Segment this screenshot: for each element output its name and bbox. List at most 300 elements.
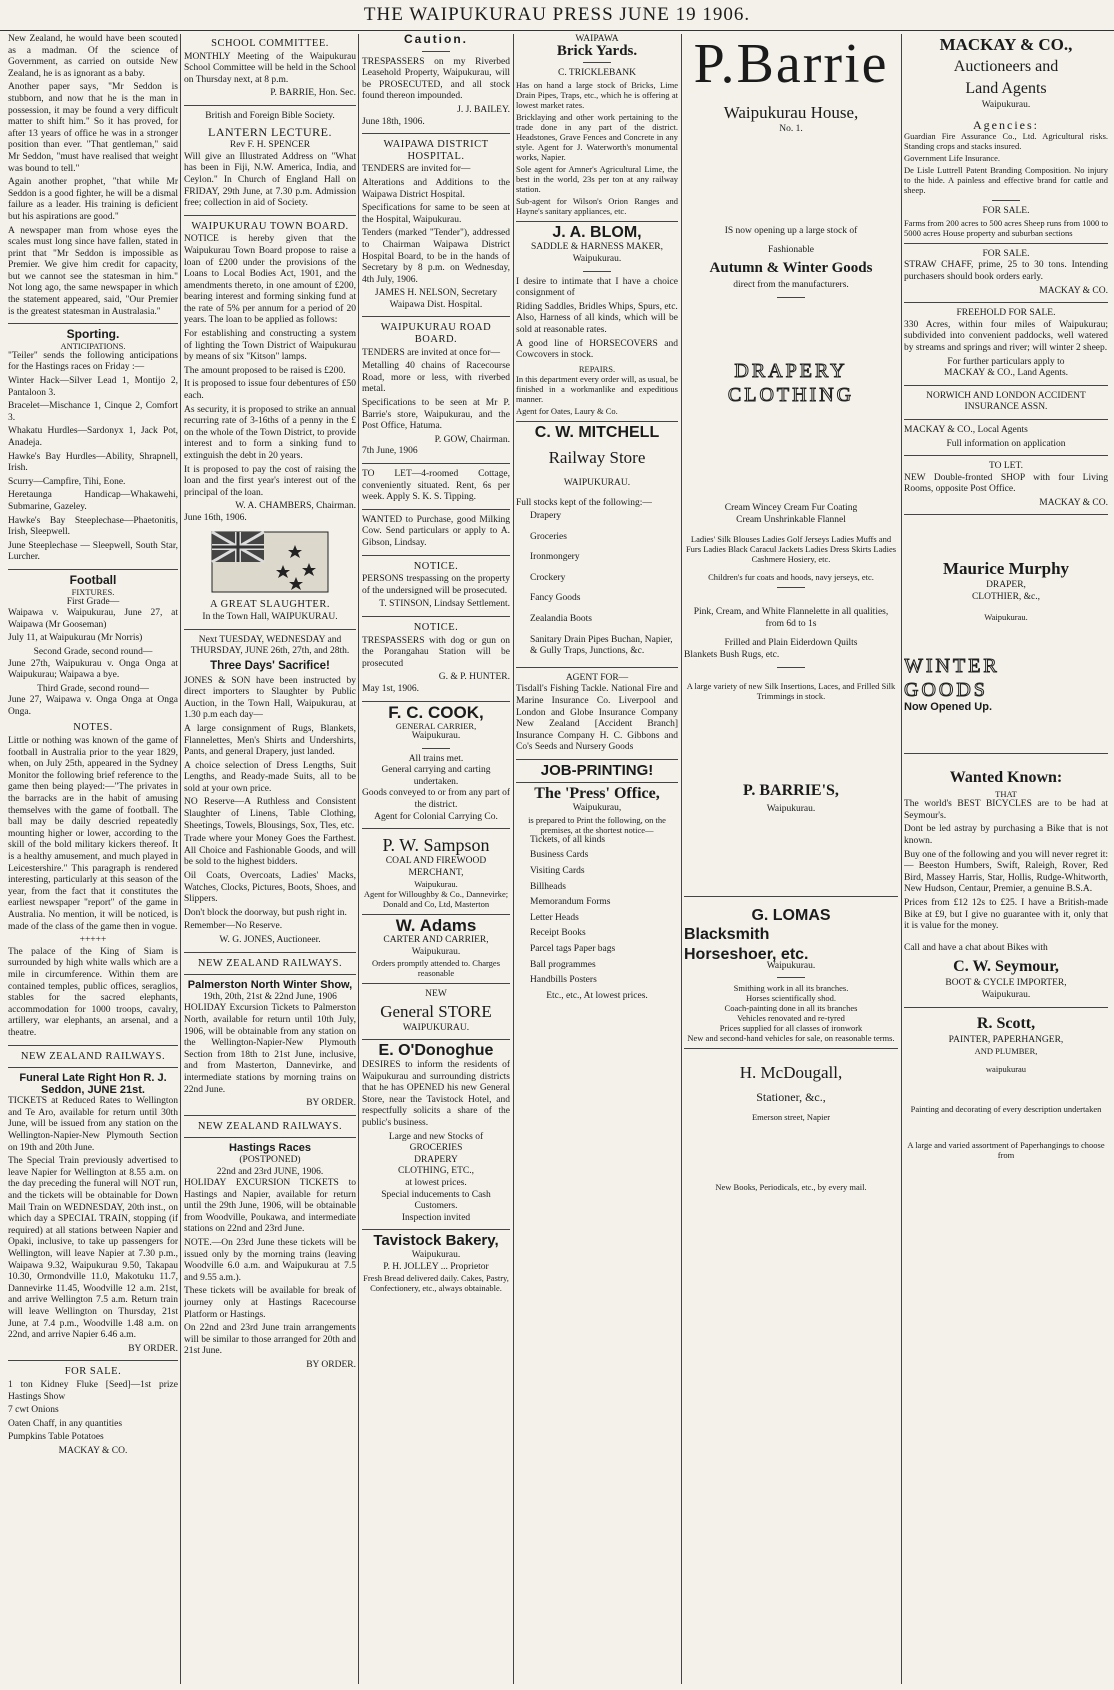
divider (992, 200, 1020, 201)
column-4 (516, 34, 678, 1684)
cook-name: F. C. COOK, (388, 702, 484, 722)
board-signature: W. A. CHAMBERS, Chairman. (235, 501, 356, 512)
siam-para: The palace of the King of Siam is surrounded by high white walls which are a mile in circumference. Within them are contained temples, public offices, seraglios, stables for the sacred elephants, accommodation for 1000 troops, cavalry, artillery, war elephants, an arsenal, and a theatre. (8, 946, 178, 1038)
agent-text: Tisdall's Fishing Tackle. National Fire and Marine Insurance Co. Liverpool and London and Globe Insurance Company New Zealand [Accident Branch] Insurance Company H. C. Gibbons and Co's Seeds and Nursery Goods (516, 684, 678, 753)
further-text: For further particulars apply to (947, 356, 1065, 367)
tenders-text: Specifications for same to be seen at the Hospital, Waipukurau. (362, 203, 510, 225)
adams-name: W. Adams (395, 916, 477, 936)
cook-line: All trains met. (408, 753, 464, 764)
sale-signature: MACKAY & CO. (58, 1445, 128, 1456)
divider (777, 667, 805, 668)
govt-text: Government Life Insurance. (904, 153, 1001, 164)
blom-text: I desire to intimate that I have a choice consignment of (516, 276, 678, 299)
mackay-place: Waipukurau. (981, 100, 1031, 110)
divider (904, 419, 1108, 420)
plumber-label: AND PLUMBER, (974, 1046, 1038, 1057)
sacrifice-heading: Three Days' Sacrifice! (210, 659, 330, 672)
divider (362, 316, 510, 317)
fixtures-heading: FIXTURES. (71, 586, 115, 597)
bicycles-text: The world's BEST BICYCLES are to be had at Seymour's. (904, 799, 1108, 821)
divider (904, 514, 1108, 515)
lomas-place: Waipukurau. (766, 960, 816, 971)
railway-store-heading: Railway Store (548, 448, 646, 468)
fashionable-text: Fashionable (768, 245, 814, 256)
new-label: NEW (425, 989, 447, 1000)
union-flag-icon (211, 531, 329, 593)
adams-trade: CARTER AND CARRIER, (383, 935, 489, 946)
jones-text: Don't block the doorway, but push right in. (184, 907, 347, 918)
stock-list (516, 511, 678, 658)
notice-signature: G. & P. HUNTER. (438, 672, 510, 683)
blankets-text: Blankets Bush Rugs, etc. (684, 649, 780, 660)
funeral-heading (8, 1073, 178, 1096)
press-office-heading: The 'Press' Office, (534, 784, 660, 802)
hospital-heading: WAIPAWA DISTRICT HOSPITAL. (383, 139, 489, 162)
trickle-text: Sub-agent for Wilson's Orion Ranges and Hayne's sanitary appliances, etc. (516, 195, 678, 216)
jones-text: NO Reserve—A Ruthless and Consistent Slaughter of Linens, Table Clothing, Sheetings, Towels, Blousings, Sox, Tles, etc. (184, 797, 356, 831)
divider (362, 1039, 510, 1040)
jones-text: Remember—No Reserve. (184, 921, 283, 932)
divider (904, 385, 1108, 386)
divider (8, 323, 178, 324)
divider (184, 215, 356, 216)
norwich-text: MACKAY & CO., Local Agents (904, 424, 1028, 435)
road-text: Metalling 40 chains of Racecourse Road, more or less, with riverbed metal. (362, 361, 510, 395)
barries-heading: P. BARRIE'S, (743, 781, 839, 799)
notice-text: TRESPASSERS with dog or gun on the Porangahau Station will be prosecuted (362, 635, 510, 669)
divider (184, 974, 356, 975)
board-text: The amount proposed to be raised is £200. (184, 365, 346, 376)
fixture: June 27th, Waipukurau v. Onga Onga at Waipukurau; Waipawa a bye. (8, 658, 178, 681)
column-3 (362, 34, 510, 1684)
divider (516, 221, 678, 222)
to-let-text: TO LET—4-roomed Cottage, conveniently situated. Rent, 6s per week. Apply S. K. S. Tipping. (362, 469, 510, 503)
cook-line: General carrying and carting undertaken. (381, 765, 491, 787)
column-rule (180, 34, 181, 1684)
divider (8, 1045, 178, 1046)
agencies-heading: Agencies: (973, 117, 1039, 132)
list-item: Letter Heads (530, 912, 579, 923)
stock-item: DRAPERY (414, 1154, 458, 1165)
list-item: Business Cards (530, 850, 589, 861)
sporting-heading: Sporting. (66, 327, 120, 342)
clothier-label: CLOTHIER, &c., (971, 592, 1041, 603)
clothing-heading: CLOTHING (727, 383, 855, 406)
jones-text: Trade where your Money Goes the Farthest. All Choice and Fashionable Goods, and will be sold to the highest bidders. (184, 834, 356, 868)
race-tip: Whakatu Hurdles—Sardonyx 1, Jack Pot, Anadeja. (8, 426, 178, 448)
lantern-text: Will give an Illustrated Address on "What has been in Fiji, N.W. America, India, and Ceylon." In Church of England Hall on FRIDAY, 29th June, at 7.30 p.m. Admission free; collection in aid of Society. (184, 151, 356, 209)
divider (362, 509, 510, 510)
sale-item: 7 cwt Onions (8, 1405, 59, 1416)
house-number: No. 1. (779, 124, 803, 134)
for-sale-heading: FOR SALE. (982, 206, 1030, 217)
hastings-heading: Hastings Races (229, 1142, 311, 1155)
divider (904, 455, 1108, 456)
blom-place: Waipukurau. (572, 253, 622, 264)
variety-text: A large variety of new Silk Insertions, Laces, and Frilled Silk Trimmings in stock. (686, 680, 896, 701)
sampson-trade: COAL AND FIREWOOD MERCHANT, (385, 856, 487, 878)
barrie-banner: P.Barrie (693, 34, 889, 95)
for-sale-heading: FOR SALE. (64, 1366, 122, 1378)
adams-place: Waipukurau. (411, 946, 461, 957)
adams-note: Orders promptly attended to. Charges reasonable (371, 958, 501, 979)
list-item: Memorandum Forms (530, 897, 611, 908)
list-item: Parcel tags Paper bags (530, 943, 616, 954)
murphy-name: Maurice Murphy (942, 559, 1070, 579)
column-1 (8, 34, 178, 1684)
divider (362, 914, 510, 915)
press-place: Waipukurau, (572, 803, 622, 814)
trickle-text: Sole agent for Amner's Agricultural Lime, the best in the world, 23s per ton at any railway station. (516, 163, 678, 194)
lomas-line: Horses scientifically shod. (746, 993, 836, 1004)
lomas-name: G. LOMAS (751, 906, 831, 924)
football-heading: Football (69, 572, 117, 587)
wanted-text: WANTED to Purchase, good Milking Cow. Send particulars or apply to A. Gibson, Lindsay. (362, 514, 510, 548)
anticipations-heading: ANTICIPATIONS. (60, 340, 126, 351)
road-text: TENDERS are invited at once for— (362, 347, 500, 358)
bakery-note: Fresh Bread delivered daily. Cakes, Pastry, Confectionery, etc., always obtainable. (363, 1273, 509, 1294)
drapery-heading: DRAPERY (734, 359, 848, 382)
blom-text: Agent for Oates, Laury & Co. (516, 405, 618, 416)
bakery-proprietor: P. H. JOLLEY ... Proprietor (383, 1261, 489, 1272)
lomas-line: Prices supplied for all classes of ironwork (719, 1023, 863, 1034)
cook-line: Agent for Colonial Carrying Co. (374, 811, 498, 822)
divider (777, 297, 805, 298)
list-item: Tickets, of all kinds (530, 834, 606, 845)
list-item: Receipt Books (530, 928, 586, 939)
seddon-para: Another paper says, "Mr Seddon is stubborn, and now that he is the man in possession, it may be found a very difficult matter to shift him." So it has proved, for after 13 years of office he was in a stronger position than ever. "That gentleman," said Mr Seddon, "must have realised that weight was bound to tell." (8, 82, 178, 174)
jones-signature: W. G. JONES, Auctioneer. (219, 935, 321, 945)
divider (516, 782, 678, 783)
railways-heading: NEW ZEALAND RAILWAYS. (197, 1120, 343, 1132)
divider (362, 1229, 510, 1230)
list-item: Visiting Cards (530, 865, 585, 876)
fixture: June 27, Waipawa v. Onga Onga at Onga Onga. (8, 695, 178, 717)
donoghue-name: E. O'Donoghue (378, 1042, 494, 1060)
divider (583, 271, 611, 272)
press-text: is prepared to Print the following, on the premises, at the shortest notice— (528, 814, 666, 835)
postponed-label: (POSTPONED) (239, 1154, 301, 1165)
by-order: BY ORDER. (306, 1360, 356, 1370)
seddon-para: New Zealand, he would have been scouted as a madman. Of the science of Government, as carried on outside New Zealand, he is as ignorant as a baby. (8, 34, 178, 79)
slaughter-when: Next TUESDAY, WEDNESDAY and THURSDAY, JUNE 26th, 27th, and 28th. (190, 634, 350, 657)
trespass-signature: J. J. BAILEY. (457, 104, 510, 115)
by-order: BY ORDER. (306, 1098, 356, 1109)
divider (904, 302, 1108, 303)
road-date: 7th June, 1906 (362, 446, 418, 457)
bakery-name: Tavistock Bakery, (373, 1232, 499, 1250)
agent-heading: AGENT FOR— (565, 672, 629, 683)
hastings-dates: 22nd and 23rd JUNE, 1906. (216, 1166, 324, 1177)
bakery-place: Waipukurau. (411, 1249, 461, 1260)
job-printing-heading: JOB-PRINTING! (540, 762, 654, 779)
divider (8, 569, 178, 570)
store-place: WAIPUKURAU. (402, 1022, 470, 1033)
board-heading: WAIPUKURAU TOWN BOARD. (191, 220, 349, 232)
blom-text: Riding Saddles, Bridles Whips, Spurs, etc. (516, 301, 678, 312)
that-label: THAT (995, 789, 1017, 800)
divider (362, 701, 510, 702)
divider (684, 1048, 898, 1049)
column-rule (901, 34, 902, 1684)
list-item: Handbills Posters (530, 975, 597, 986)
list-item: Groceries (530, 531, 567, 542)
bicycles-text: Buy one of the following and you will never regret it:— Beeston Humbers, Swift, Raleigh, Rover, Red Bird, Massey Harris, Star, Hollis, Rudge-Whitworth, New Hudson, Centaur, Premier, a genuine B.S.A. (904, 849, 1108, 895)
list-item: Ball programmes (530, 959, 596, 970)
repairs-heading: REPAIRS. (578, 363, 616, 374)
further-signature: MACKAY & CO., Land Agents. (943, 368, 1069, 379)
trickle-text: Bricklaying and other work pertaining to the trade done in any part of the district. Headstones, Grave Fences and Concrete in any style. Agent for J. Waterworth's monumental works, Napier. (516, 111, 678, 162)
divider (362, 133, 510, 134)
mitchell-place: WAIPUKURAU. (563, 477, 631, 488)
board-text: It is proposed to pay the cost of raising the loan and the first year's interest out of the principal of the loan. (184, 464, 356, 498)
divider (422, 51, 450, 52)
mackay-name: MACKAY & CO., (939, 35, 1073, 54)
importer-label: BOOT & CYCLE IMPORTER, (945, 978, 1067, 989)
shop-text: NEW Double-fronted SHOP with four Living Rooms, opposite Post Office. (904, 472, 1108, 495)
cook-line: Goods conveyed to or from any part of the district. (362, 788, 510, 811)
holiday-text: HOLIDAY EXCURSION TICKETS to Hastings and Napier, available for return until the 29th June, 1906, will be obtainable from Woodville, Poukawa, and intermediate stations on 22nd and 23rd June. (184, 1178, 356, 1235)
school-notice: MONTHLY Meeting of the Waipukurau School Committee will be held in the School on Thursday next, at 8 p.m. (184, 51, 356, 85)
lomas-line: Coach-painting done in all its branches (724, 1003, 858, 1014)
divider (684, 896, 898, 897)
trickle-text: Has on hand a large stock of Bricks, Lime Drain Pipes, Traps, etc., which he is offering at lowest market rates. (516, 79, 678, 110)
print-list (516, 835, 678, 987)
divider (777, 587, 805, 588)
inducement-text: Special inducements to Cash Customers. (381, 1189, 491, 1212)
divider (904, 753, 1108, 754)
stationer-label: Stationer, &c., (756, 1090, 826, 1105)
seddon-para: A newspaper man from whose eyes the scales must long since have fallen, stated in print that "Mr Seddon is impossible as Premier. We give him credit for capacity, but we cannot see the statesman in him." Not long ago, the same newspaper in which the statement appeared, said, "Our Premier is the greatest statesman in Australasia." (8, 225, 178, 317)
bicycles-text: Call and have a chat about Bikes with (904, 942, 1048, 953)
list-item: Billheads (530, 881, 566, 892)
column-5 (684, 34, 898, 1684)
list-item: Ironmongery (530, 552, 580, 563)
column-rule (513, 34, 514, 1684)
stock-item: GROCERIES (409, 1143, 463, 1154)
freehold-heading: FREEHOLD FOR SALE. (956, 308, 1056, 319)
lomas-line: New and second-hand vehicles for sale, on reasonable terms. (687, 1033, 895, 1044)
donoghue-text: DESIRES to inform the residents of Waipukurau and surrounding districts that he has OPENED his new General Store, near the Tavistock Hotel, and respectfully solicits a share of the public's business. (362, 1060, 510, 1128)
list-item: Drapery (530, 511, 562, 522)
divider (184, 105, 356, 106)
notice-date: May 1st, 1906. (362, 683, 419, 694)
opened-label: Now Opened Up. (904, 700, 992, 713)
seymour-name: C. W. Seymour, (953, 958, 1059, 976)
blom-text: Also, Harness of all kinds, which will be sold at reasonable rates. (516, 313, 678, 335)
lomas-line: Vehicles renovated and re-tyred (737, 1013, 845, 1024)
goods-heading: GOODS (904, 678, 988, 701)
divider (516, 759, 678, 760)
race-tip: Winter Hack—Silver Lead 1, Montijo 2, Pantaloon 3. (8, 376, 178, 398)
divider (184, 629, 356, 630)
inspection-text: Inspection invited (401, 1212, 471, 1223)
divider (362, 555, 510, 556)
race-tip: Hawke's Bay Hurdles—Ability, Shrapnell, Irish. (8, 451, 178, 474)
divider (904, 1007, 1108, 1008)
blom-text: A good line of HORSECOVERS and Cowcovers in stock. (516, 338, 678, 361)
stars-divider: +++++ (79, 935, 107, 946)
divider (362, 463, 510, 464)
divider (362, 828, 510, 829)
slaughter-where: In the Town Hall, WAIPUKURAU. (202, 612, 338, 623)
sampson-name: P. W. Sampson (382, 835, 490, 856)
notice-heading: NOTICE. (413, 621, 459, 633)
bicycles-text: Dont be led astray by purchasing a Bike that is not known. (904, 824, 1108, 847)
blouses-text: Ladies' Silk Blouses Ladies Golf Jerseys Ladies Muffs and Furs Ladies Black Caracul Jackets Ladies Dress Skirts Ladies Cashmere Hosiery, etc. (685, 534, 897, 565)
opening-text: IS now opening up a large stock of (724, 225, 858, 236)
frilled-text: Frilled and Plain Eiderdown Quilts (724, 638, 858, 649)
race-tip: Bracelet—Mischance 1, Cinque 2, Comfort 3. (8, 401, 178, 423)
sale-item: Oaten Chaff, in any quantities (8, 1418, 123, 1429)
flannel-text: Cream Unshrinkable Flannel (736, 514, 846, 525)
railways-heading: NEW ZEALAND RAILWAYS. (197, 957, 343, 969)
column-6 (904, 34, 1108, 1684)
caution-heading: Caution. (404, 34, 468, 46)
norwich-text: Full information on application (946, 438, 1066, 449)
waipawa-label: WAIPAWA (575, 34, 619, 44)
general-store-heading: General STORE (380, 1001, 492, 1021)
divider (516, 421, 678, 422)
railways-heading: NEW ZEALAND RAILWAYS. (20, 1050, 166, 1062)
trespass-text: TRESPASSERS on my Riverbed Leasehold Property, Waipukurau, will be PROSECUTED, and all stock found thereon impounded. (362, 56, 510, 102)
divider (184, 952, 356, 953)
land-agents-heading: Land Agents (965, 80, 1047, 97)
lantern-speaker: Rev F. H. SPENCER (229, 140, 311, 151)
stock-item: CLOTHING, ETC., (398, 1166, 474, 1177)
autumn-winter-heading: Autumn & Winter Goods (709, 259, 873, 276)
wanted-known-heading: Wanted Known: (949, 769, 1063, 787)
stock-item: at lowest prices. (405, 1177, 467, 1188)
stocks-label: Large and new Stocks of (388, 1131, 484, 1142)
scott-text: Painting and decorating of every description undertaken (910, 1104, 1102, 1115)
scott-name: R. Scott, (976, 1014, 1036, 1032)
lantern-heading: LANTERN LECTURE. (208, 124, 332, 139)
sampson-agent: Agent for Willoughby & Co., Dannevirke; Donald and Co, Ltd, Masterton (363, 889, 509, 910)
lomas-line: Smithing work in all its branches. (733, 983, 849, 994)
notice-signature: T. STINSON, Lindsay Settlement. (379, 599, 510, 610)
pn-show-dates: 19th, 20th, 21st & 22nd June, 1906 (203, 991, 337, 1002)
fixture: July 11, at Waipukurau (Mr Norris) (8, 633, 143, 644)
emerson-address: Emerson street, Napier (751, 1111, 831, 1122)
cook-place: Waipukurau. (411, 731, 461, 742)
jones-text: A large consignment of Rugs, Blankets, Flannelettes, Men's Shirts and Undershirts, Pants, and general Drapery, just landed. (184, 723, 356, 758)
tenders-text: Tenders (marked "Tender"), addressed to Chairman Waipawa District Hospital Board, to be in the hands of Secretary by 8 p.m. on Wednesday, 4th July, 1906. (362, 228, 510, 285)
funeral-date: JUNE 21st. (87, 1083, 145, 1096)
divider (362, 616, 510, 617)
grade-label: First Grade— (66, 596, 120, 607)
tenders-signature: JAMES H. NELSON, Secretary Waipawa Dist. Hospital. (374, 288, 498, 310)
mcdougall-name: H. McDougall, (739, 1063, 843, 1083)
press-end: Etc., etc., At lowest prices. (546, 990, 648, 1001)
road-signature: P. GOW, Chairman. (434, 434, 510, 445)
slaughter-heading: A GREAT SLAUGHTER. (210, 598, 330, 610)
full-stocks-text: Full stocks kept of the following:— (516, 497, 652, 508)
books-text: New Books, Periodicals, etc., by every mail. (715, 1181, 867, 1192)
race-tip: Hawke's Bay Steeplechase—Phaetonitis, Irish, Sleepwell. (8, 515, 178, 538)
tenders-text: Alterations and Additions to the Waipawa District Hospital. (362, 177, 510, 200)
seymour-place: Waipukurau. (981, 989, 1031, 1000)
jones-text: A choice selection of Dress Lengths, Suit Lengths, and Ready-made Suits, all to be sold at your own price. (184, 760, 356, 794)
tenders-text: TENDERS are invited for— (362, 164, 471, 175)
painter-label: PAINTER, PAPERHANGER, (948, 1034, 1064, 1045)
cook-trade: GENERAL CARRIER, (395, 721, 477, 732)
scott-place: waipukurau (985, 1064, 1027, 1075)
column-rule (681, 34, 682, 1684)
board-text: As security, it is proposed to strike an annual recurring rate of 3-16ths of a penny in the £ on the whole of the Town District, to provide interest and to form a sinking fund to extinguish the debt in 20 years. (184, 404, 356, 461)
notes-text: Little or nothing was known of the game of football in Australia prior to the year 1829, when, on July 25th, appeared in the Sydney Monitor the following brief reference to the game then being played:—"The privates in the barracks are in the habit of amusing themselves with the game of football. The ball may be daily descried repeatedly mounting higher or lower, according to the skill of the bold military kickers thereof. It is a healthy amusement, and much played in Leicestershire." This paragraph is rendered interesting, particularly at this season of the year, from the fact that it constitutes the earliest newspaper "report" of the game in Australia. No mention, it will be noticed, is made of the class of the game then in vogue. (8, 736, 178, 932)
board-date: June 16th, 1906. (184, 512, 247, 523)
norwich-heading: NORWICH AND LONDON ACCIDENT INSURANCE ASSN. (926, 390, 1086, 413)
jones-text: JONES & SON have been instructed by direct importers to Slaughter by Public Auction, in the Town Hall, Waipukurau, at 1.30 p.m each day— (184, 675, 356, 721)
column-2 (184, 34, 356, 1684)
arrange-text: On 22nd and 23rd June train arrangements will be similar to those arranged for 20th and 21st June. (184, 1323, 356, 1357)
road-board-heading: WAIPUKURAU ROAD BOARD. (380, 322, 492, 346)
holiday-text: HOLIDAY Excursion Tickets to Palmerston North, available for return until 10th July, 1906, will be obtainable from any station on the Wellington-Napier-New Plymouth Section from 18th to 21st June, inclusive, and from Masterton, Dannevirke, and intermediate stations by morning trains on 22nd June. (184, 1003, 356, 1095)
shop-signature: MACKAY & CO. (1039, 497, 1108, 508)
blacksmith-heading: Blacksmith (684, 926, 770, 944)
list-item: Fancy Goods (530, 593, 581, 604)
by-order: BY ORDER. (128, 1343, 178, 1354)
divider (904, 243, 1108, 244)
horseshoer-heading: Horseshoer, etc. (684, 945, 809, 963)
column-rule (358, 34, 359, 1684)
delisle-text: De Lisle Luttrell Patent Branding Composition. No injury to the hide. A painless and effective brand for cattle and sheep. (904, 165, 1108, 196)
acres-text: 330 Acres, within four miles of Waipukurau; subdivided into convenient paddocks, well watered by streams and springs and river; will winter 2 sheep. (904, 319, 1108, 353)
notice-heading: NOTICE. (413, 560, 459, 572)
school-heading: SCHOOL COMMITTEE. (211, 38, 329, 49)
divider (184, 1115, 356, 1116)
guardian-text: Guardian Fire Assurance Co., Ltd. Agricultural risks. Standing crops and stacks insured. (904, 131, 1108, 152)
waipukurau-house: Waipukurau House, (723, 103, 859, 122)
list-item: Zealandia Boots (530, 614, 592, 625)
straw-text: STRAW CHAFF, prime, 25 to 30 tons. Intending purchasers should book orders early. (904, 260, 1108, 282)
bicycles-text: Prices from £12 12s to £25. I have a British-made Bike at £9, but I give no guarantee with it, only that it is value for the money. (904, 898, 1108, 932)
race-tip: Scurry—Campfire, Tihi, Eone. (8, 476, 126, 487)
funeral-title: Funeral Late Right Hon R. J. Seddon, (19, 1072, 167, 1096)
divider (8, 1067, 178, 1068)
board-text: NOTICE is hereby given that the Waipukurau Town Board propose to raise a loan of £200 under the provisions of the Loans to Local Bodies Act, 1901, and the amendments thereto, in one amount of £200, bearing interest and forming sinking fund at the rate of 5% per annum for a period of 20 years. The loan to be applied as follows: (184, 234, 356, 326)
tickets-text: TICKETS at Reduced Rates to Wellington and Te Aro, available for return until 30th June, will be issued from any station on the Wellington-Napier-New Plymouth Section on 19th and 20th June. (8, 1096, 178, 1153)
sporting-intro: "Teiler" sends the following anticipations for the Hastings races on Friday :— (8, 350, 178, 373)
brick-yards-heading: Brick Yards. (556, 42, 638, 59)
board-text: It is proposed to issue four debentures of £50 each. (184, 379, 356, 402)
divider (184, 1137, 356, 1138)
divider (516, 667, 678, 668)
pn-show-heading: Palmerston North Winter Show, (187, 979, 353, 992)
notes-heading: NOTES. (73, 722, 113, 734)
note-text: NOTE.—On 23rd June these tickets will be issued only by the morning trains (leaving Woodville 6.0 a.m. and Waipukurau at 7.5 and 9.55 a.m.). (184, 1238, 356, 1283)
break-text: These tickets will be available for break of journey only at Hastings Racecourse Platform or Hastings. (184, 1286, 356, 1320)
bible-heading: British and Foreign Bible Society. (205, 110, 335, 121)
sale-item: 1 ton Kidney Fluke [Seed]—1st prize Hastings Show (8, 1379, 178, 1402)
blom-trade: SADDLE & HARNESS MAKER, (531, 242, 663, 253)
for-sale-heading: FOR SALE. (982, 248, 1030, 259)
race-tip: Heretaunga Handicap—Whakawehi, Submarine, Gazeley. (8, 490, 178, 512)
straw-signature: MACKAY & CO. (1039, 285, 1108, 296)
draper-label: DRAPER, (986, 580, 1026, 591)
grade-label: Second Grade, second round— (33, 646, 153, 657)
auctioneers-heading: Auctioneers and (953, 58, 1059, 75)
jones-text: Oil Coats, Overcoats, Ladies' Macks, Watches, Clocks, Pictures, Boots, Shoes, and Slippers. (184, 871, 356, 905)
barries-place: Waipukurau. (766, 804, 816, 815)
pink-text: Pink, Cream, and White Flannelette in all qualities, from 6d to 1s (693, 607, 889, 629)
winter-heading: WINTER (904, 654, 1000, 677)
blom-name: J. A. BLOM, (552, 223, 642, 241)
list-item: Crockery (530, 572, 566, 583)
seddon-para: Again another prophet, "that while Mr Seddon is a good fighter, he will be a dismal failure as a leader. His training is deficient but his aspirations are good." (8, 177, 178, 222)
fixture: Waipawa v. Waipukurau, June 27, at Waipawa (Mr Gooseman) (8, 608, 178, 630)
